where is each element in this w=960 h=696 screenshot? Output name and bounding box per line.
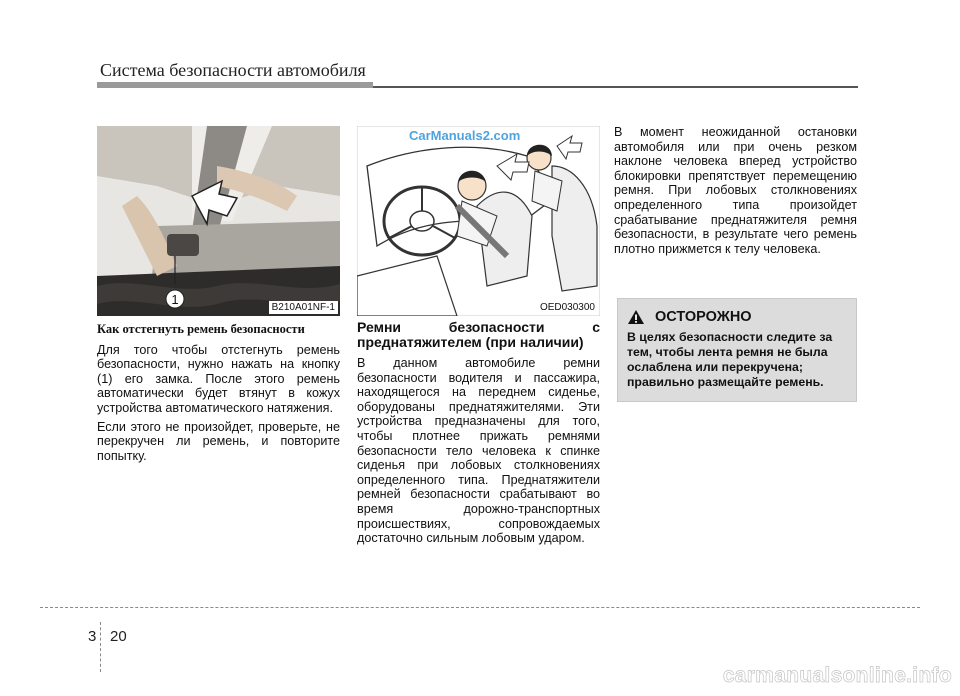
page-number-divider [100,622,101,672]
pretensioner-photo [357,126,600,316]
subheading-pretensioner: Ремни безопасности с преднатяжителем (при наличии) [357,319,600,350]
buckle-release-illustration [97,126,340,316]
column-locking [614,125,857,260]
caution-box [617,298,857,402]
caution-title: ОСТОРОЖНО [655,309,752,325]
paragraph: Если этого не произойдет, проверьте, не перекручен ли ремень, и повторите попытку. [97,419,340,463]
page-number: 20 [110,628,127,645]
caution-header [627,309,848,325]
paragraph: Для того чтобы отстегнуть ремень безопасности, нужно нажать на кнопку (1) его замка. После этого ремень автоматически будет втянут в кожух устройства автоматического натяжения. [97,342,340,415]
callout-number: 1 [171,292,179,307]
watermark: CarManuals2.com [409,128,521,143]
section-number: 3 [88,628,97,645]
paragraph: В данном автомобиле ремни безопасности водителя и пассажира, находящегося на переднем сиденье, оборудованы преднатяжителями. Эти устройства предназначены для того, чтобы плотнее прижать ремнями безопасности тело человека к спинке сиденья при лобовых столкновениях определенного типа. Преднатяжители ремней безопасности срабатывают во время дорожно-транспортных происшествиях, сопровождаемых достаточно сильным лобовым ударом. [357,356,600,546]
subheading-unbuckle: Как отстегнуть ремень безопасности [97,322,305,336]
figure-code: OED030300 [537,301,598,314]
caution-text: В целях безопасности следите за тем, чтобы лента ремня не была ослаблена или перекручена; правильно размещайте ремень. [627,330,833,389]
warning-triangle-icon [627,309,645,325]
column-pretensioner [357,320,600,550]
buckle-release-photo [97,126,340,316]
site-watermark: carmanualsonline.info [722,664,952,687]
figure-code: B210A01NF-1 [269,301,338,314]
section-title: Система безопасности автомобиля [100,60,366,80]
pretensioner-illustration [357,126,600,316]
header-rule-thick [97,82,373,88]
header-rule-thin [373,86,858,88]
paragraph: В момент неожиданной остановки автомобиля или при очень резком наклоне человека вперед устройство блокировки препятствует перемещению ремня. При лобовых столкновениях определенного типа произойдет срабатывание преднатяжителя ремня безопасности, в результате чего ремень плотно прижмется к телу человека. [614,125,857,256]
footer-rule [40,607,920,608]
column-unbuckle [97,322,340,467]
